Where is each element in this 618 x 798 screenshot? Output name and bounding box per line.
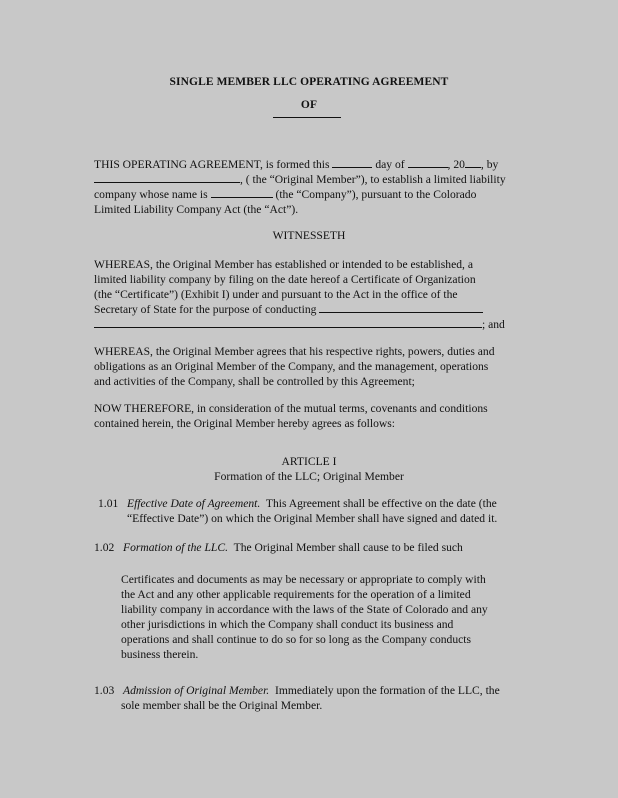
month-blank: [408, 157, 448, 168]
purpose-blank-2: [94, 317, 482, 328]
document-title: SINGLE MEMBER LLC OPERATING AGREEMENT: [169, 76, 449, 88]
section-1-02-para-line-5: operations and shall continue to do so for so long as the Company conducts: [121, 633, 472, 646]
witnesseth-heading: WITNESSETH: [272, 229, 346, 242]
section-1-03-line-2: sole member shall be the Original Member.: [121, 699, 323, 712]
intro-line-1: THIS OPERATING AGREEMENT, is formed this day of , 20 , by: [94, 158, 499, 171]
article-subheading: Formation of the LLC; Original Member: [214, 470, 404, 483]
year-blank: [465, 157, 481, 168]
section-1-01-line-1: 1.01 Effective Date of Agreement. This Agreement shall be effective on the date (the: [98, 497, 497, 510]
section-1-02-para-line-1: Certificates and documents as may be necessary or appropriate to comply with: [121, 573, 486, 586]
section-1-02-para-line-3: liability company in accordance with the laws of the State of Colorado and any: [121, 603, 488, 616]
original-member-blank: [94, 172, 240, 183]
whereas2-line-3: and activities of the Company, shall be controlled by this Agreement;: [94, 375, 415, 388]
intro-line-2: , ( the “Original Member”), to establish a limited liability: [94, 172, 506, 187]
section-1-02-para-line-2: the Act and any other applicable requirements for the operation of a limited: [121, 588, 471, 601]
purpose-blank-1: [319, 302, 483, 313]
intro-line-4: Limited Liability Company Act (the “Act”).: [94, 203, 299, 216]
now-therefore-line-2: contained herein, the Original Member hereby agrees as follows:: [94, 417, 396, 430]
whereas1-line-5: ; and: [94, 317, 505, 332]
company-name-blank: [211, 187, 273, 198]
whereas1-line-3: (the “Certificate”) (Exhibit I) under and pursuant to the Act in the office of the: [94, 288, 458, 301]
whereas1-line-2: limited liability company by filing on the date hereof a Certificate of Organization: [94, 273, 476, 286]
section-1-01-line-2: “Effective Date”) on which the Original Member shall have signed and dated it.: [127, 512, 498, 525]
member-name-blank: [273, 117, 341, 118]
document-of: OF: [300, 99, 318, 111]
day-blank: [332, 157, 372, 168]
section-1-02-para-line-6: business therein.: [121, 648, 199, 661]
whereas2-line-1: WHEREAS, the Original Member agrees that his respective rights, powers, duties and: [94, 345, 495, 358]
whereas1-line-4: Secretary of State for the purpose of conducting: [94, 302, 483, 317]
whereas1-line-1: WHEREAS, the Original Member has established or intended to be established, a: [94, 258, 473, 271]
section-1-03-line-1: 1.03 Admission of Original Member. Immediately upon the formation of the LLC, the: [94, 684, 500, 697]
whereas2-line-2: obligations as an Original Member of the Company, and the management, operations: [94, 360, 489, 373]
article-heading: ARTICLE I: [281, 455, 337, 468]
intro-line-3: company whose name is (the “Company”), pursuant to the Colorado: [94, 188, 477, 201]
section-1-02-para-line-4: other jurisdictions in which the Company shall conduct its business and: [121, 618, 454, 631]
section-1-02-line-1: 1.02 Formation of the LLC. The Original Member shall cause to be filed such: [94, 541, 463, 554]
now-therefore-line-1: NOW THEREFORE, in consideration of the mutual terms, covenants and conditions: [94, 402, 488, 415]
